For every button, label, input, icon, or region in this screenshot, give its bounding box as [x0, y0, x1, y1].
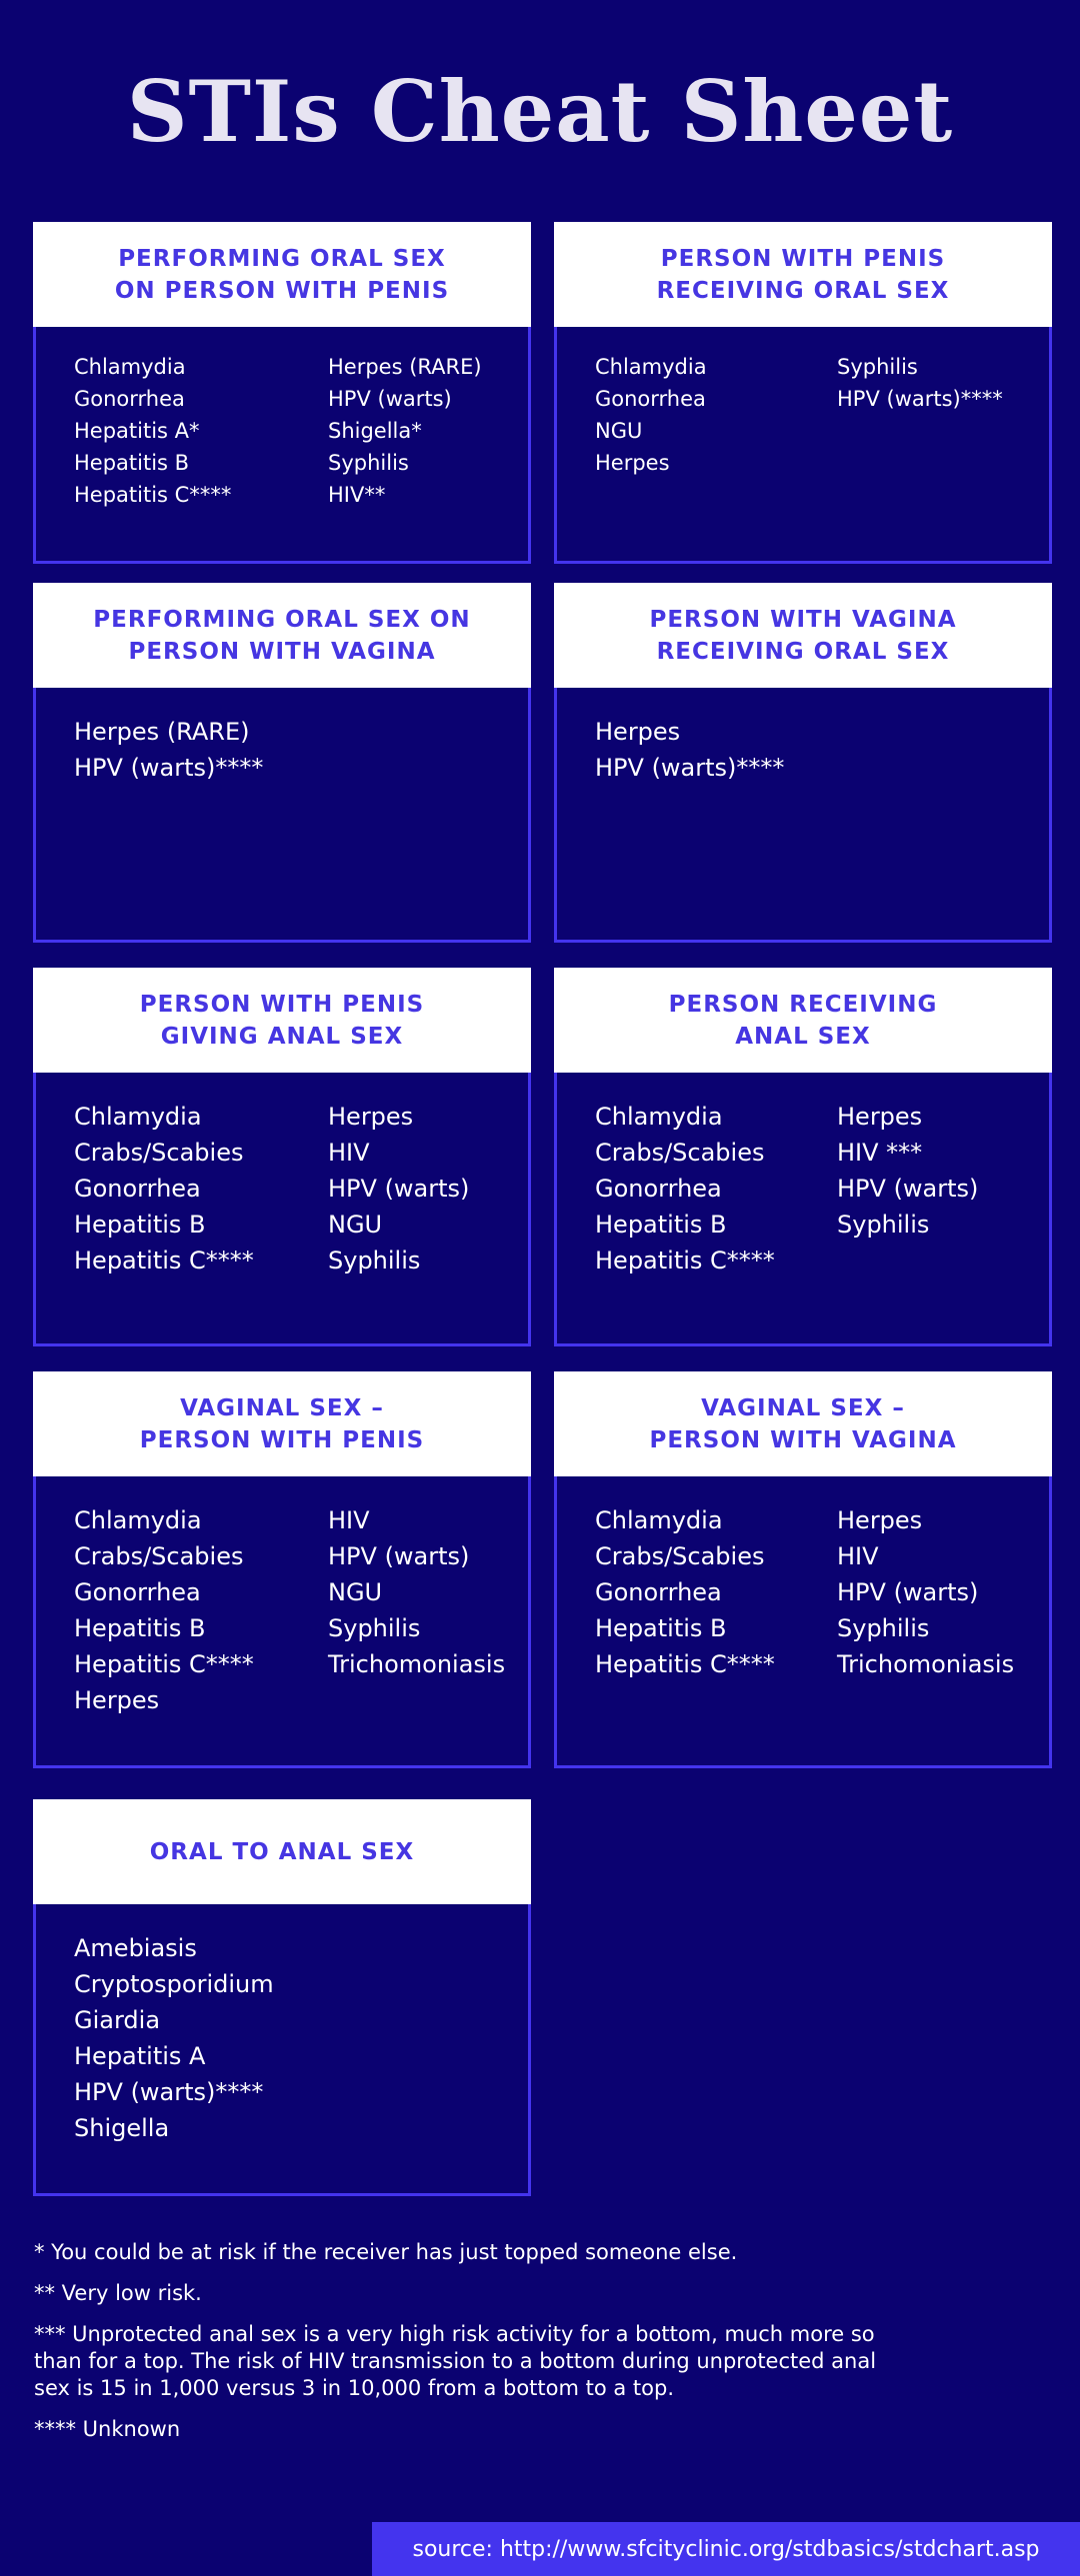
card-heading-line: VAGINAL SEX – — [701, 1394, 905, 1421]
sti-item: Gonorrhea — [74, 1175, 201, 1203]
sti-column — [595, 1099, 837, 1279]
card-heading — [33, 1799, 531, 1904]
sti-item: NGU — [595, 419, 643, 443]
sti-item: HPV (warts) — [837, 1175, 979, 1203]
sti-item: Herpes — [328, 1103, 414, 1131]
sti-item: Gonorrhea — [595, 1578, 722, 1606]
sti-column — [837, 351, 1027, 479]
sti-item: Hepatitis A* — [74, 419, 200, 443]
sti-item: NGU — [328, 1578, 383, 1606]
sti-item: Crabs/Scabies — [595, 1139, 765, 1167]
sti-item: Gonorrhea — [74, 1578, 201, 1606]
card-heading-line: PERSON WITH PENIS — [660, 245, 946, 272]
sti-item: HPV (warts)**** — [837, 387, 1003, 411]
sti-item: Herpes — [595, 451, 670, 475]
card-performing-oral-on-vagina — [33, 583, 531, 943]
footnotes — [34, 2239, 914, 2457]
card-heading-line: PERSON RECEIVING — [668, 991, 938, 1018]
sti-column — [837, 1099, 1037, 1279]
sti-item: Trichomoniasis — [837, 1650, 1015, 1678]
card-heading-line: PERSON WITH VAGINA — [649, 606, 957, 633]
card-heading-line: RECEIVING ORAL SEX — [656, 638, 950, 665]
sti-item: Crabs/Scabies — [595, 1542, 765, 1570]
sti-item: HIV — [837, 1542, 879, 1570]
card-performing-oral-on-penis — [33, 222, 531, 564]
sti-item: Hepatitis B — [595, 1211, 727, 1239]
sti-item: Syphilis — [328, 451, 409, 475]
sti-item: HIV *** — [837, 1139, 923, 1167]
card-heading-line: RECEIVING ORAL SEX — [656, 277, 950, 304]
sti-column — [328, 1099, 528, 1279]
sti-list — [74, 1502, 528, 1718]
sti-item: Chlamydia — [595, 1103, 723, 1131]
card-heading — [33, 1371, 531, 1476]
sti-list — [595, 714, 1049, 786]
sti-item: HPV (warts) — [328, 387, 452, 411]
sti-item: Hepatitis B — [74, 1211, 206, 1239]
card-penis-giving-anal — [33, 968, 531, 1346]
sti-list — [595, 1502, 1049, 1682]
sti-item: Chlamydia — [74, 1506, 202, 1534]
sti-list — [74, 714, 528, 786]
card-heading — [554, 968, 1052, 1073]
sti-list — [74, 351, 528, 511]
card-heading-line: PERSON WITH VAGINA — [128, 638, 436, 665]
sti-item: HPV (warts)**** — [595, 754, 785, 782]
card-vagina-receiving-oral — [554, 583, 1052, 943]
sti-item: Amebiasis — [74, 1934, 197, 1962]
sti-item: HIV — [328, 1506, 370, 1534]
sti-item: Hepatitis A — [74, 2042, 206, 2070]
sti-column — [595, 714, 849, 786]
sti-item: HPV (warts) — [328, 1542, 470, 1570]
sti-item: Gonorrhea — [595, 387, 706, 411]
sti-item: Shigella* — [328, 419, 422, 443]
sti-item: Hepatitis B — [595, 1614, 727, 1642]
sti-column — [74, 714, 328, 786]
source-link[interactable]: source: http://www.sfcityclinic.org/stdbasics/stdchart.asp — [372, 2522, 1080, 2576]
card-receiving-anal — [554, 968, 1052, 1346]
card-heading-line: PERSON WITH PENIS — [139, 1426, 425, 1453]
sti-item: Cryptosporidium — [74, 1970, 274, 1998]
card-penis-receiving-oral — [554, 222, 1052, 564]
sti-column — [595, 1502, 837, 1682]
sti-item: Giardia — [74, 2006, 161, 2034]
sti-column — [595, 351, 837, 479]
sti-item: Hepatitis C**** — [74, 1650, 254, 1678]
footnote: ** Very low risk. — [34, 2281, 202, 2305]
page-title: STIs Cheat Sheet — [126, 62, 954, 161]
card-heading — [33, 583, 531, 688]
card-heading — [554, 583, 1052, 688]
card-heading-line: GIVING ANAL SEX — [160, 1023, 404, 1050]
card-heading-line: ANAL SEX — [735, 1023, 871, 1050]
card-heading — [554, 222, 1052, 327]
sti-item: HPV (warts)**** — [74, 754, 264, 782]
sti-item: Herpes — [595, 718, 681, 746]
footnote: **** Unknown — [34, 2417, 181, 2441]
sti-item: Gonorrhea — [595, 1175, 722, 1203]
sti-item: Herpes — [837, 1103, 923, 1131]
card-heading-line: VAGINAL SEX – — [180, 1394, 384, 1421]
sti-item: Hepatitis C**** — [595, 1247, 775, 1275]
sti-list — [74, 1930, 528, 2146]
sti-column — [328, 1502, 528, 1718]
sti-item: Syphilis — [328, 1614, 421, 1642]
sti-item: Chlamydia — [74, 1103, 202, 1131]
sti-column — [837, 1502, 1037, 1682]
card-vaginal-person-with-vagina — [554, 1371, 1052, 1768]
sti-item: Crabs/Scabies — [74, 1139, 244, 1167]
sti-list — [74, 1099, 528, 1279]
sti-item: Gonorrhea — [74, 387, 185, 411]
sti-item: Chlamydia — [595, 355, 707, 379]
sti-item: HIV — [328, 1139, 370, 1167]
sti-item: Chlamydia — [595, 1506, 723, 1534]
sti-item: Herpes — [74, 1686, 160, 1714]
card-heading — [554, 1371, 1052, 1476]
sti-list — [595, 1099, 1049, 1279]
sti-item: Syphilis — [837, 355, 918, 379]
card-heading-line: PERSON WITH PENIS — [139, 991, 425, 1018]
sti-item: Hepatitis B — [74, 451, 190, 475]
sti-column — [328, 351, 518, 511]
footnote: * You could be at risk if the receiver has just topped someone else. — [34, 2240, 738, 2264]
sti-item: HIV** — [328, 483, 386, 507]
sti-item: Shigella — [74, 2114, 170, 2142]
sti-item: Hepatitis C**** — [595, 1650, 775, 1678]
card-heading — [33, 222, 531, 327]
sti-item: HPV (warts)**** — [74, 2078, 264, 2106]
card-heading-line: ORAL TO ANAL SEX — [149, 1838, 415, 1865]
sti-item: Hepatitis B — [74, 1614, 206, 1642]
sti-list — [595, 351, 1049, 479]
card-heading — [33, 968, 531, 1073]
sti-item: Hepatitis C**** — [74, 483, 232, 507]
sti-item: Trichomoniasis — [328, 1650, 506, 1678]
sti-column — [74, 1930, 328, 2146]
sti-item: Herpes — [837, 1506, 923, 1534]
sti-item: Hepatitis C**** — [74, 1247, 254, 1275]
sti-item: HPV (warts) — [837, 1578, 979, 1606]
sti-column — [74, 1502, 328, 1718]
sti-item: Herpes (RARE) — [328, 355, 482, 379]
card-heading-line: ON PERSON WITH PENIS — [114, 277, 450, 304]
sti-column — [74, 1099, 328, 1279]
sti-item: HPV (warts) — [328, 1175, 470, 1203]
card-heading-line: PERFORMING ORAL SEX ON — [93, 606, 471, 633]
card-oral-to-anal — [33, 1799, 531, 2196]
sti-item: Crabs/Scabies — [74, 1542, 244, 1570]
card-heading-line: PERFORMING ORAL SEX — [118, 245, 446, 272]
footnote: *** Unprotected anal sex is a very high risk activity for a bottom, much more so than for a top. The risk of HIV transmission to a bottom during unprotected anal sex is 15 in 1,000 versus 3 in 10,000 from a bottom to a top. — [34, 2322, 877, 2400]
card-heading-line: PERSON WITH VAGINA — [649, 1426, 957, 1453]
card-vaginal-person-with-penis — [33, 1371, 531, 1768]
sti-item: Syphilis — [328, 1247, 421, 1275]
sti-item: Chlamydia — [74, 355, 186, 379]
sti-item: NGU — [328, 1211, 383, 1239]
sti-column — [74, 351, 328, 511]
sti-item: Herpes (RARE) — [74, 718, 250, 746]
sti-item: Syphilis — [837, 1211, 930, 1239]
sti-item: Syphilis — [837, 1614, 930, 1642]
